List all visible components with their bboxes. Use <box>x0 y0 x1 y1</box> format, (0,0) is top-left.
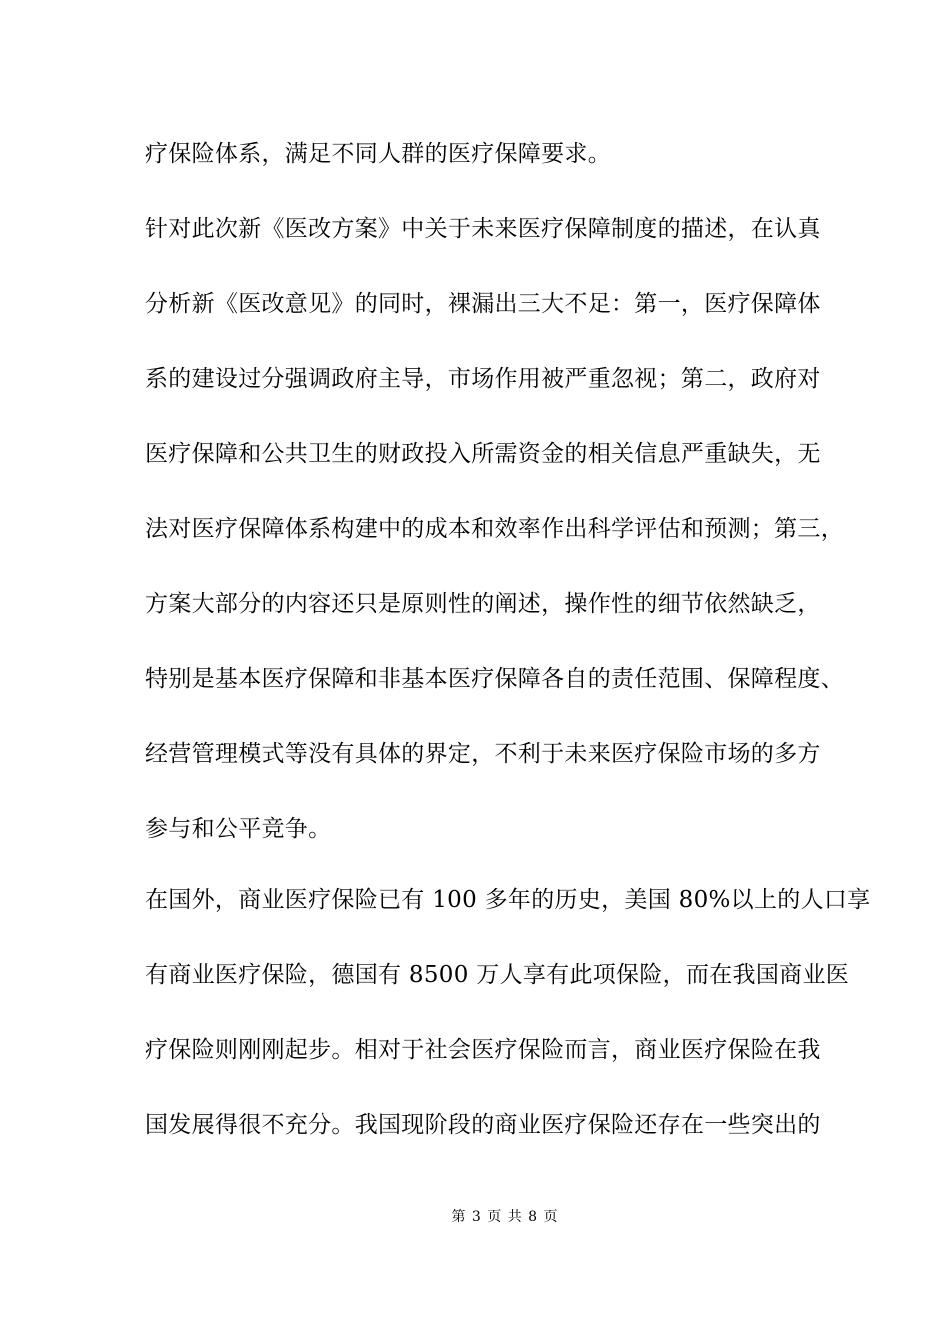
text-line: 方案大部分的内容还只是原则性的阐述，操作性的细节依然缺乏， <box>145 591 821 617</box>
text-line: 国发展得很不充分。我国现阶段的商业医疗保险还存在一些突出的 <box>145 1112 821 1138</box>
text-line: 疗保险体系，满足不同人群的医疗保障要求。 <box>145 141 611 167</box>
text-line: 分析新《医改意见》的同时，裸漏出三大不足：第一，医疗保障体 <box>145 291 821 317</box>
text-line: 法对医疗保障体系构建中的成本和效率作出科学评估和预测；第三， <box>145 516 844 542</box>
text-line: 疗保险则刚刚起步。相对于社会医疗保险而言，商业医疗保险在我 <box>145 1037 821 1063</box>
text-line: 有商业医疗保险，德国有 8500 万人享有此项保险，而在我国商业医 <box>145 962 850 988</box>
text-line: 参与和公平竞争。 <box>145 816 332 842</box>
text-line: 经营管理模式等没有具体的界定，不利于未来医疗保险市场的多方 <box>145 741 821 767</box>
text-line: 在国外，商业医疗保险已有 100 多年的历史，美国 80%以上的人口享 <box>145 887 871 913</box>
page-number-footer: 第 3 页 共 8 页 <box>451 1209 559 1225</box>
text-line: 系的建设过分强调政府主导，市场作用被严重忽视；第二，政府对 <box>145 366 821 392</box>
text-line: 针对此次新《医改方案》中关于未来医疗保障制度的描述，在认真 <box>145 216 821 242</box>
text-line: 医疗保障和公共卫生的财政投入所需资金的相关信息严重缺失，无 <box>145 441 821 467</box>
text-line: 特别是基本医疗保障和非基本医疗保障各自的责任范围、保障程度、 <box>145 666 844 692</box>
